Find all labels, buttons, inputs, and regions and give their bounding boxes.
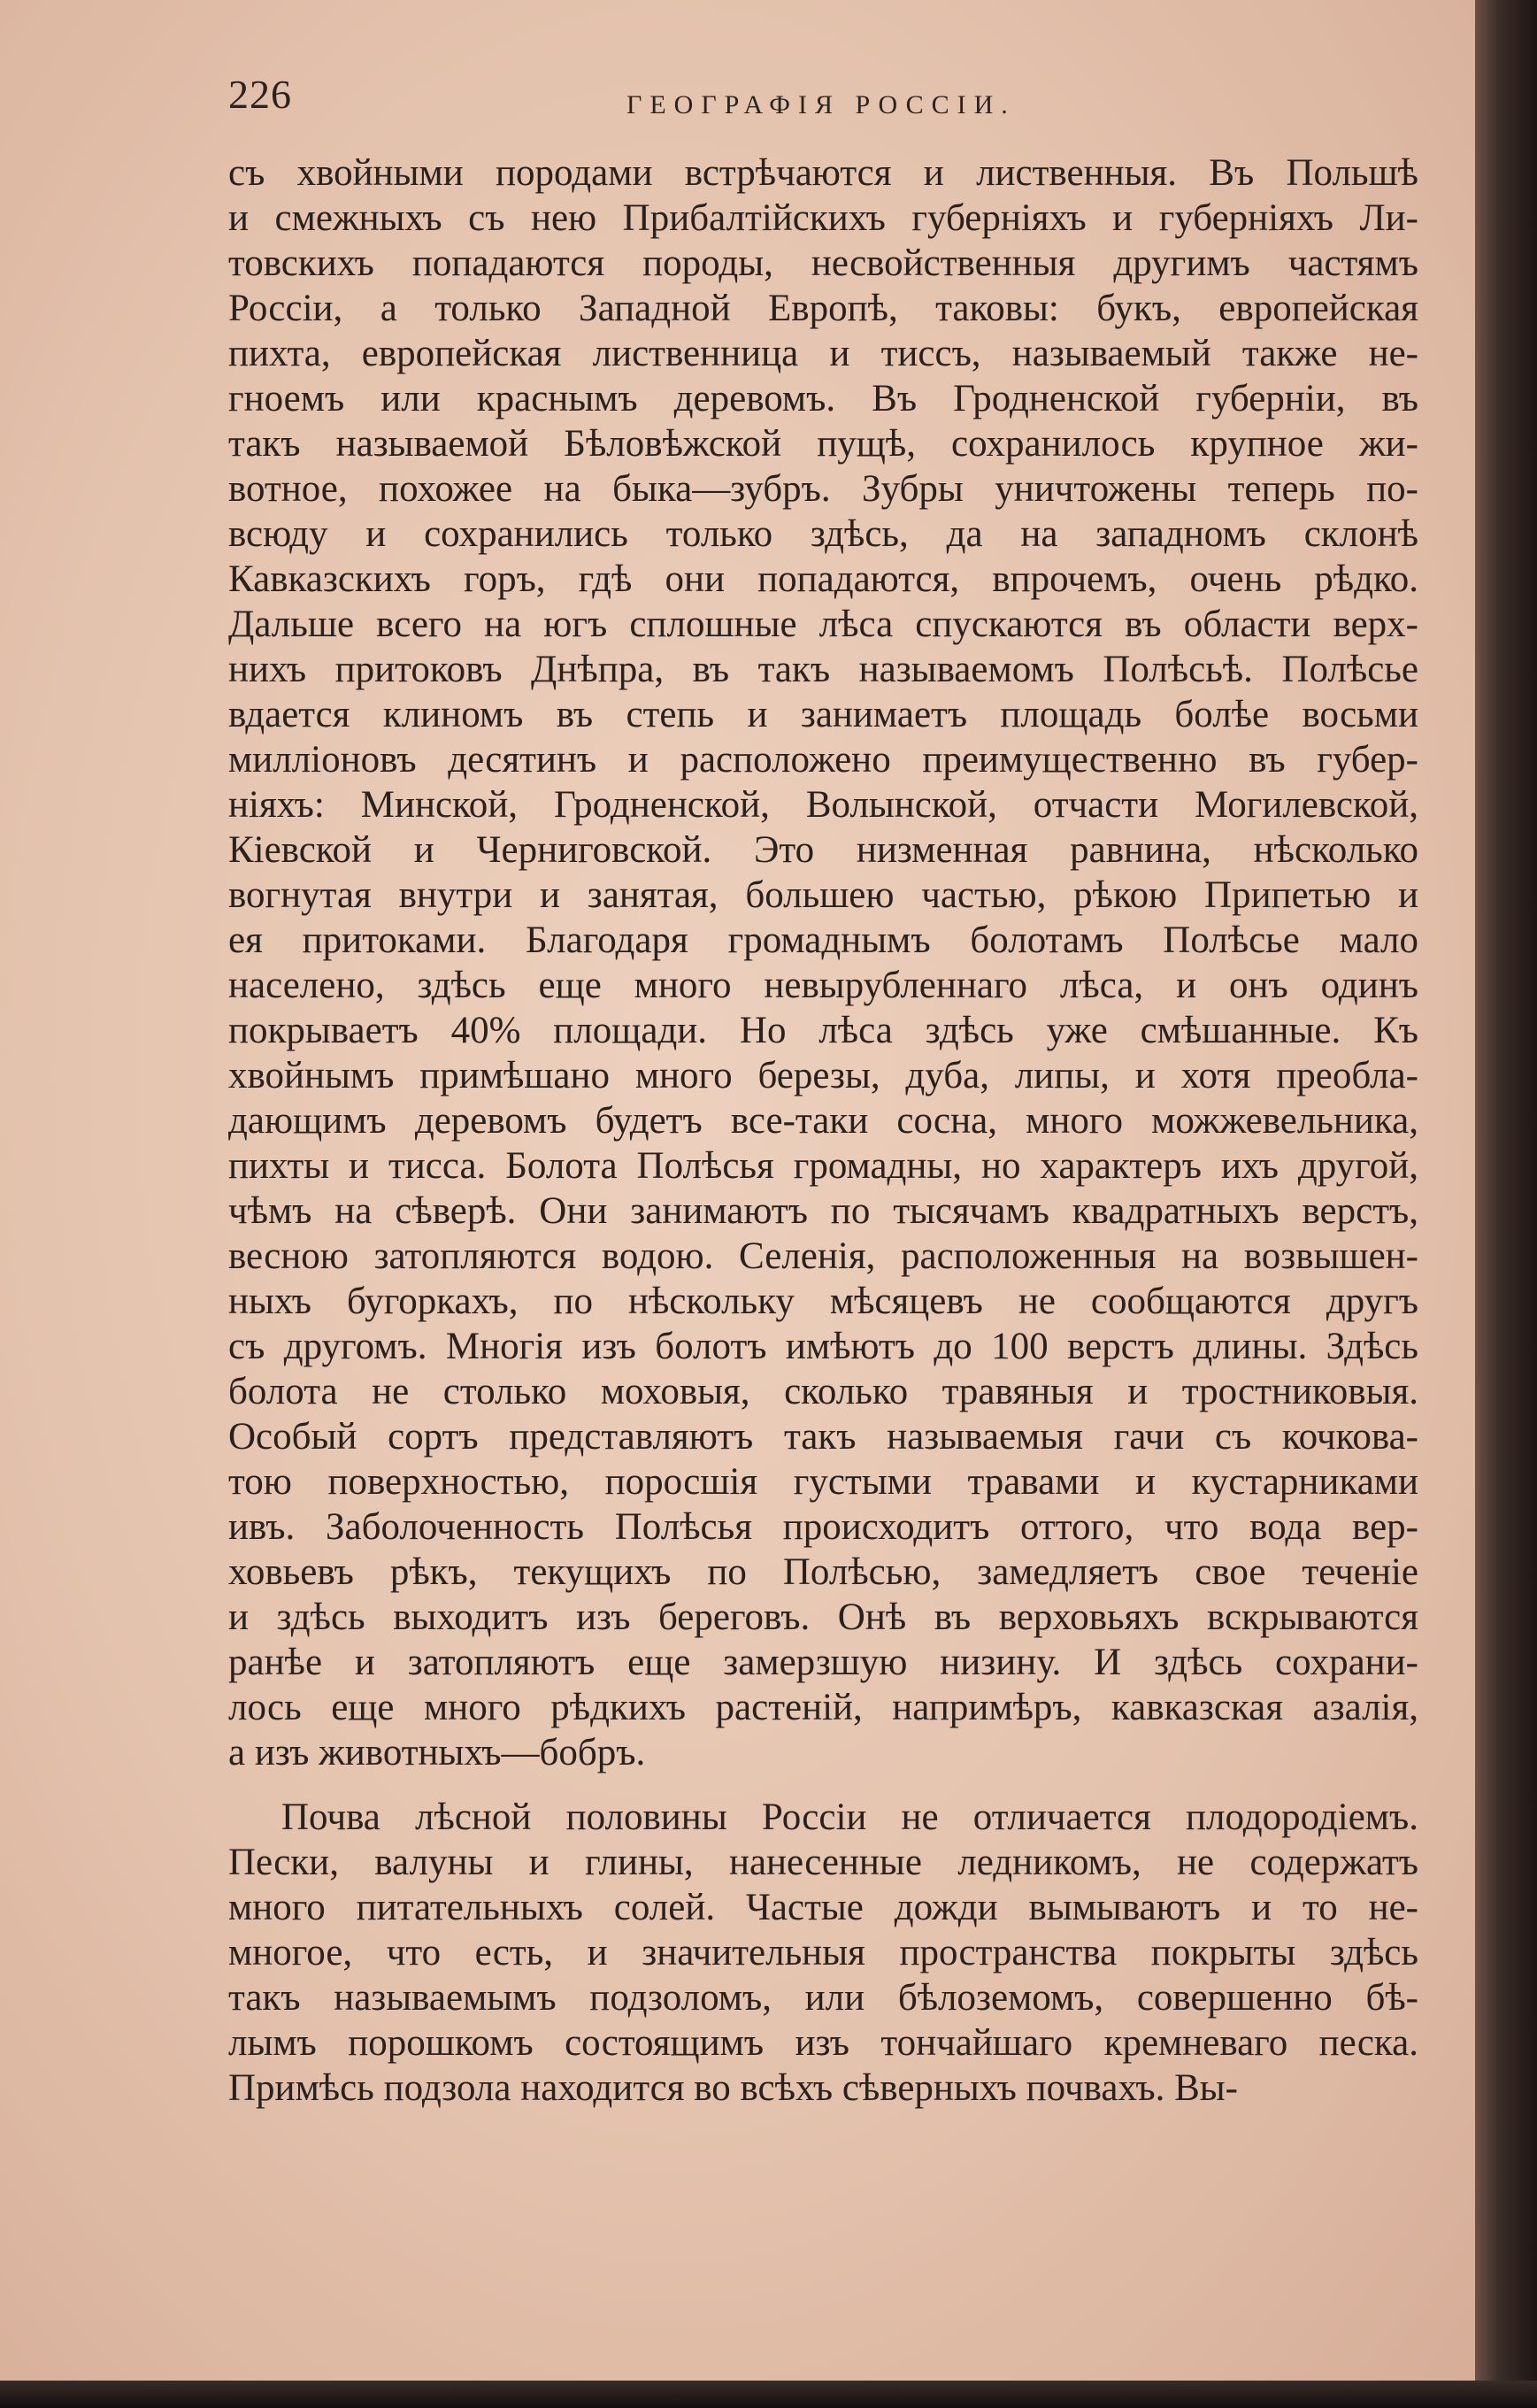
text-line: много питательныхъ солей. Частые дожди вымываютъ и то не-: [228, 1887, 1418, 1928]
paragraph: [228, 1795, 1418, 2111]
text-line: всюду и сохранились только здѣсь, да на западномъ склонѣ: [228, 513, 1418, 555]
text-line: чѣмъ на сѣверѣ. Они занимаютъ по тысячамъ квадратныхъ верстъ,: [228, 1190, 1418, 1232]
text-line: Почва лѣсной половины Россіи не отличается плодородіемъ.: [281, 1796, 1418, 1838]
text-line: дающимъ деревомъ будетъ все-таки сосна, много можжевельника,: [228, 1100, 1418, 1142]
text-line: съ хвойными породами встрѣчаются и лиственныя. Въ Польшѣ: [228, 152, 1418, 194]
text-line: вдается клиномъ въ степь и занимаетъ площадь болѣе восьми: [228, 694, 1418, 735]
text-line: ея притоками. Благодаря громаднымъ болотамъ Полѣсье мало: [228, 919, 1418, 961]
text-line: такъ называемымъ подзоломъ, или бѣлоземомъ, совершенно бѣ-: [228, 1977, 1418, 2019]
text-line: Примѣсь подзола находится во всѣхъ сѣверныхъ почвахъ. Вы-: [228, 2067, 1238, 2109]
text-line: и здѣсь выходитъ изъ береговъ. Онѣ въ верховьяхъ вскрываются: [228, 1596, 1418, 1638]
text-line: Россіи, а только Западной Европѣ, таковы: букъ, европейская: [228, 288, 1418, 329]
text-line: нихъ притоковъ Днѣпра, въ такъ называемомъ Полѣсьѣ. Полѣсье: [228, 649, 1418, 690]
text-line: Особый сортъ представляютъ такъ называемыя гачи съ кочкова-: [228, 1416, 1418, 1458]
text-line: населено, здѣсь еще много невырубленнаго лѣса, и онъ одинъ: [228, 965, 1418, 1006]
paragraph: [228, 150, 1418, 1775]
text-line: ранѣе и затопляютъ еще замерзшую низину. И здѣсь сохрани-: [228, 1642, 1418, 1683]
text-line: вотное, похожее на быка—зубръ. Зубры уничтожены теперь по-: [228, 468, 1418, 510]
text-line: хвойнымъ примѣшано много березы, дуба, липы, и хотя преобла-: [228, 1055, 1418, 1096]
text-line: Дальше всего на югъ сплошные лѣса спускаются въ области верх-: [228, 604, 1418, 645]
text-line: лось еще много рѣдкихъ растеній, напримѣръ, кавказская азалія,: [228, 1687, 1418, 1728]
page-header: [228, 71, 1414, 133]
body-text: [228, 150, 1418, 2111]
bottom-edge-shadow: [0, 2381, 1537, 2408]
text-line: ніяхъ: Минской, Гродненской, Волынской, отчасти Могилевской,: [228, 784, 1418, 826]
running-title: ГЕОГРАФІЯ РОССІИ.: [626, 90, 1016, 119]
text-line: весною затопляются водою. Селенія, расположенныя на возвышен-: [228, 1235, 1418, 1277]
text-line: пихты и тисса. Болота Полѣсья громадны, но характеръ ихъ другой,: [228, 1145, 1418, 1187]
text-line: и смежныхъ съ нею Прибалтійскихъ губерніяхъ и губерніяхъ Ли-: [228, 197, 1418, 239]
text-line: съ другомъ. Многія изъ болотъ имѣютъ до 100 верстъ длины. Здѣсь: [228, 1326, 1418, 1367]
text-line: ховьевъ рѣкъ, текущихъ по Полѣсью, замедляетъ свое теченіе: [228, 1551, 1418, 1593]
text-line: вогнутая внутри и занятая, большею частью, рѣкою Припетью и: [228, 874, 1418, 916]
text-line: ивъ. Заболоченность Полѣсья происходитъ оттого, что вода вер-: [228, 1506, 1418, 1548]
page-number: 226: [228, 72, 292, 117]
text-line: болота не столько моховыя, сколько травяныя и тростниковыя.: [228, 1371, 1418, 1412]
text-line: гноемъ или краснымъ деревомъ. Въ Гродненской губерніи, въ: [228, 378, 1418, 419]
text-line: милліоновъ десятинъ и расположено преимущественно въ губер-: [228, 739, 1418, 781]
text-line: покрываетъ 40% площади. Но лѣса здѣсь уже смѣшанные. Къ: [228, 1010, 1418, 1051]
book-spine-shadow: [1475, 0, 1537, 2408]
text-line: многое, что есть, и значительныя пространства покрыты здѣсь: [228, 1932, 1418, 1973]
text-line: Кіевской и Черниговской. Это низменная равнина, нѣсколько: [228, 829, 1418, 871]
text-line: лымъ порошкомъ состоящимъ изъ тончайшаго кремневаго песка.: [228, 2022, 1418, 2064]
text-line: Кавказскихъ горъ, гдѣ они попадаются, впрочемъ, очень рѣдко.: [228, 558, 1418, 600]
text-line: пихта, европейская лиственница и тиссъ, называемый также не-: [228, 333, 1418, 374]
text-line: такъ называемой Бѣловѣжской пущѣ, сохранилось крупное жи-: [228, 423, 1418, 465]
text-line: Пески, валуны и глины, нанесенные ледникомъ, не содержатъ: [228, 1842, 1418, 1883]
text-line: товскихъ попадаются породы, несвойственныя другимъ частямъ: [228, 242, 1418, 284]
text-line: а изъ животныхъ—бобръ.: [228, 1732, 646, 1773]
text-line: тою поверхностью, поросшія густыми травами и кустарниками: [228, 1461, 1418, 1503]
text-line: ныхъ бугоркахъ, по нѣскольку мѣсяцевъ не сообщаются другъ: [228, 1281, 1418, 1322]
